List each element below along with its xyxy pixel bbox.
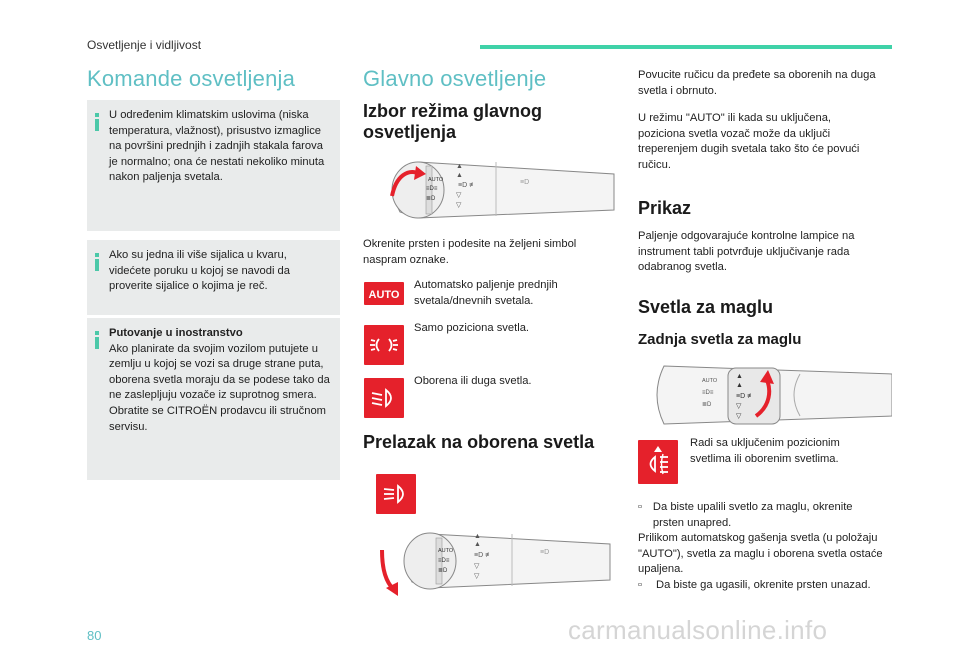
title-prelazak: Prelazak na oborena svetla <box>363 432 595 452</box>
fog-off-text: Da biste ga ugasili, okrenite prsten unazad. <box>656 578 871 591</box>
svg-text:AUTO: AUTO <box>368 289 400 301</box>
svg-text:▽: ▽ <box>456 192 462 199</box>
bullet-icon: ▫ <box>638 578 642 591</box>
svg-text:≡D≡: ≡D≡ <box>426 186 438 192</box>
svg-text:≡D≡: ≡D≡ <box>438 558 450 564</box>
note-body: Ako planirate da svojim vozilom putujete u zemlju u kojoj se vozi sa druge strane puta, oborena svetla moraju da se podese tako da ne zaslepljuju vozače iz suprotnog smera. Obratite se CITROËN prodavcu ili stručnom servisu. <box>109 342 330 433</box>
title-glavno: Glavno osvetljenje <box>363 66 547 91</box>
svg-text:▲: ▲ <box>456 163 463 170</box>
prikaz-text: Paljenje odgovarajuće kontrolne lampice na instrument tabli potvrđuje uključivanje rada odabranog svetla. <box>638 230 855 274</box>
svg-text:≡D: ≡D <box>540 549 550 556</box>
svg-text:≣D: ≣D <box>702 402 712 408</box>
svg-text:▲: ▲ <box>456 172 463 179</box>
info-note-bulbs <box>87 240 340 315</box>
note-text <box>109 326 330 435</box>
svg-text:≡D: ≡D <box>520 179 530 186</box>
light-stalk-illustration <box>378 152 616 227</box>
mode-auto-text: Automatsko paljenje prednjih svetala/dnevnih svetala. <box>414 279 558 307</box>
intro-text: Okrenite prsten i podesite na željeni simbol naspram oznake. <box>363 238 577 266</box>
title-komande: Komande osvetljenja <box>87 66 296 91</box>
svg-text:▽: ▽ <box>456 202 462 209</box>
svg-text:≡D ≢: ≡D ≢ <box>736 393 755 400</box>
info-note-abroad <box>87 318 340 480</box>
svg-text:▽: ▽ <box>736 403 742 410</box>
stalk-pull-illustration <box>372 520 612 600</box>
section-header: Osvetljenje i vidljivost <box>87 38 202 52</box>
high-beam-switch-icon <box>376 474 416 514</box>
low-beam-icon <box>364 378 404 418</box>
pull-text: Povucite ručicu da pređete sa oborenih na duga svetla i obrnuto. <box>638 69 876 97</box>
svg-text:≡D ≢: ≡D ≢ <box>458 182 477 189</box>
svg-text:▽: ▽ <box>474 563 480 570</box>
svg-text:≣D: ≣D <box>426 196 436 202</box>
header-accent-bar <box>480 45 892 49</box>
rear-fog-icon <box>638 440 678 484</box>
position-lights-icon <box>364 325 404 365</box>
fog-stalk-illustration <box>640 360 892 430</box>
mode-position-text: Samo poziciona svetla. <box>414 322 530 334</box>
fog-on-text: Da biste upalili svetlo za maglu, okrenite prsten unapred. <box>652 501 853 529</box>
page-number: 80 <box>87 628 102 643</box>
svg-text:AUTO: AUTO <box>428 177 444 183</box>
svg-text:AUTO: AUTO <box>438 548 454 554</box>
svg-text:▲: ▲ <box>474 533 481 540</box>
subtitle-izbor: Izbor režima glavnog osvetljenja <box>363 101 543 142</box>
fog-instructions <box>638 500 886 594</box>
watermark-logo: carmanualsonline.info <box>568 615 828 645</box>
fog-symbol-text: Radi sa uključenim pozicionim svetlima ili oborenim svetlima. <box>690 437 840 465</box>
title-prikaz: Prikaz <box>638 198 692 218</box>
bullet-icon: ▫ <box>638 501 642 513</box>
auto-icon <box>364 282 404 305</box>
note-text: U određenim klimatskim uslovima (niska temperatura, vlažnost), prisustvo izmaglice na površini prednjih i zadnjih stakala farova je normalno; ona će nestati nekoliko minuta nakon paljenja svetala. <box>109 109 325 184</box>
note-title: Putovanje u inostranstvo <box>109 327 243 339</box>
note-text: Ako su jedna ili više sijalica u kvaru, videćete poruku u kojoj se navodi da proverite sijalice o kojima je reč. <box>109 249 290 293</box>
svg-text:▽: ▽ <box>474 573 480 580</box>
info-note-condensation <box>87 100 340 231</box>
svg-text:AUTO: AUTO <box>702 378 718 384</box>
svg-text:▲: ▲ <box>736 382 743 389</box>
svg-text:▲: ▲ <box>474 541 481 548</box>
svg-text:▽: ▽ <box>736 413 742 420</box>
svg-text:≣D: ≣D <box>438 568 448 574</box>
fog-auto-text: Prilikom automatskog gašenja svetla (u položaju "AUTO"), svetla za maglu i oborena svetla ostaće upaljena. <box>638 532 883 576</box>
auto-mode-text: U režimu "AUTO" ili kada su uključena, poziciona svetla vozač može da uključi treperenjem dugih svetala tako što će povući ručicu. <box>638 112 860 171</box>
svg-text:≡D≡: ≡D≡ <box>702 390 714 396</box>
title-svetla-za-maglu: Svetla za maglu <box>638 297 774 317</box>
title-zadnja-svetla: Zadnja svetla za maglu <box>638 331 802 348</box>
svg-text:≡D ≢: ≡D ≢ <box>474 552 493 559</box>
svg-text:▲: ▲ <box>736 373 743 380</box>
mode-lowbeam-text: Oborena ili duga svetla. <box>414 375 532 387</box>
